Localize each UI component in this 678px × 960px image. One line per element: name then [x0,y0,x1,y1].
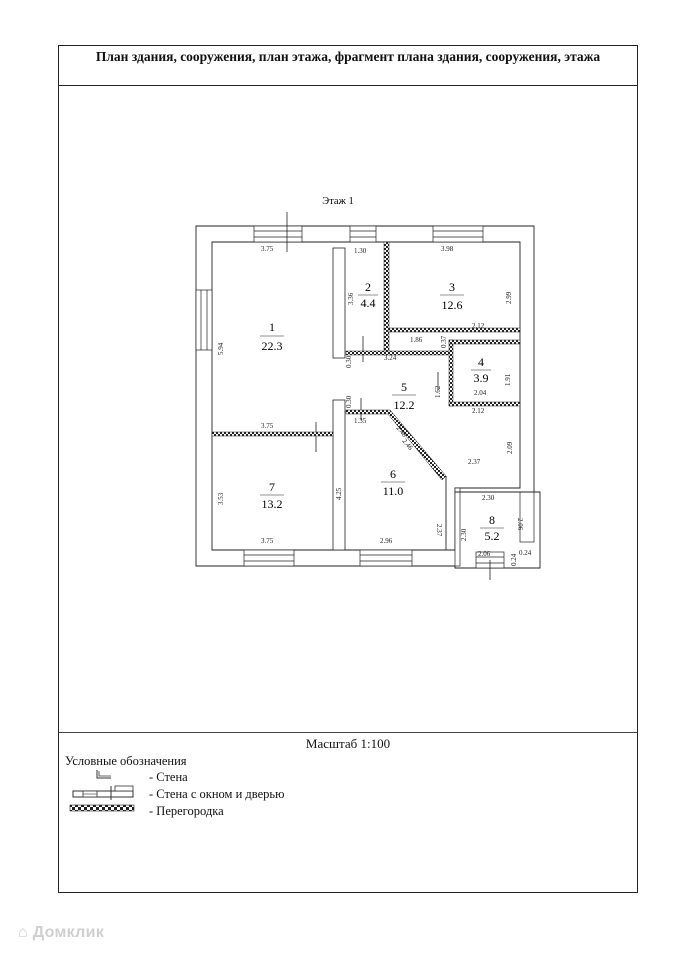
svg-text:2.48: 2.48 [394,424,409,439]
svg-text:3.9: 3.9 [473,371,489,385]
svg-text:3.75: 3.75 [261,537,274,545]
svg-text:1.35: 1.35 [354,417,367,425]
svg-text:2.30: 2.30 [482,494,495,502]
watermark-logo [18,924,104,942]
svg-text:5.2: 5.2 [484,529,500,543]
svg-text:6: 6 [390,467,396,481]
sheet-title: План здания, сооружения, план этажа, фрагмент плана здания, сооружения, этажа [59,46,637,86]
room-5-label [392,380,416,412]
legend-title: Условные обозначения [65,754,187,768]
svg-text:2.37: 2.37 [435,524,443,537]
svg-text:12.2: 12.2 [393,398,415,412]
svg-text:0.30: 0.30 [345,395,353,408]
svg-text:7: 7 [269,480,275,494]
svg-text:2.06: 2.06 [478,550,491,558]
room-2-label [358,280,378,310]
svg-text:2.12: 2.12 [472,322,485,330]
svg-text:1.62: 1.62 [434,385,442,398]
svg-text:22.3: 22.3 [261,339,283,353]
legend-item-partition: - Перегородка [149,804,224,818]
svg-text:3.98: 3.98 [441,245,454,253]
svg-text:1: 1 [269,320,275,334]
svg-text:3.75: 3.75 [261,245,274,253]
interior-walls [212,242,534,566]
scale-label: Масштаб 1:100 [305,736,391,751]
svg-text:12.6: 12.6 [441,298,463,312]
svg-text:2.06: 2.06 [516,518,524,531]
room-3-label [440,280,464,312]
svg-text:Этаж 1: Этаж 1 [322,196,354,207]
svg-text:8: 8 [489,513,495,527]
svg-text:2.04: 2.04 [474,389,487,397]
svg-text:2: 2 [365,280,371,294]
svg-text:4: 4 [478,355,484,369]
svg-text:0.24: 0.24 [510,553,518,566]
svg-text:13.2: 13.2 [261,497,283,511]
svg-text:4.4: 4.4 [360,296,376,310]
svg-text:2.12: 2.12 [472,407,485,415]
svg-text:0.37: 0.37 [440,335,448,348]
svg-text:3: 3 [449,280,455,294]
svg-text:2.46: 2.46 [400,437,415,452]
room-7-label [260,480,284,511]
watermark-text: Домклик [32,924,105,941]
svg-text:0.30: 0.30 [345,355,353,368]
svg-text:1.91: 1.91 [504,373,512,386]
svg-text:3.36: 3.36 [347,292,355,305]
room-6-label [381,467,405,498]
svg-text:3.53: 3.53 [217,492,225,505]
svg-text:2.37: 2.37 [468,458,481,466]
svg-text:1.86: 1.86 [410,336,423,344]
legend-item-wall: - Стена [149,770,188,784]
legend-item-wall-window-door: - Стена с окном и дверью [149,787,285,801]
room-4-label [471,355,491,385]
svg-text:2.30: 2.30 [460,528,468,541]
svg-text:3.24: 3.24 [384,354,397,362]
svg-text:11.0: 11.0 [382,484,404,498]
svg-text:4.25: 4.25 [335,487,343,500]
svg-text:3.75: 3.75 [261,422,274,430]
svg-text:2.96: 2.96 [380,537,393,545]
room-8-label [480,513,504,543]
svg-text:0.24: 0.24 [519,549,532,557]
room-1-label [260,320,284,353]
svg-text:2.99: 2.99 [505,291,513,304]
svg-text:5: 5 [401,380,407,394]
windows [196,226,534,568]
svg-text:2.09: 2.09 [506,441,514,454]
floor-label [322,196,353,207]
svg-text:1.30: 1.30 [354,247,367,255]
watermark-icon: ⌂ [18,924,33,941]
svg-text:5.94: 5.94 [217,342,225,355]
